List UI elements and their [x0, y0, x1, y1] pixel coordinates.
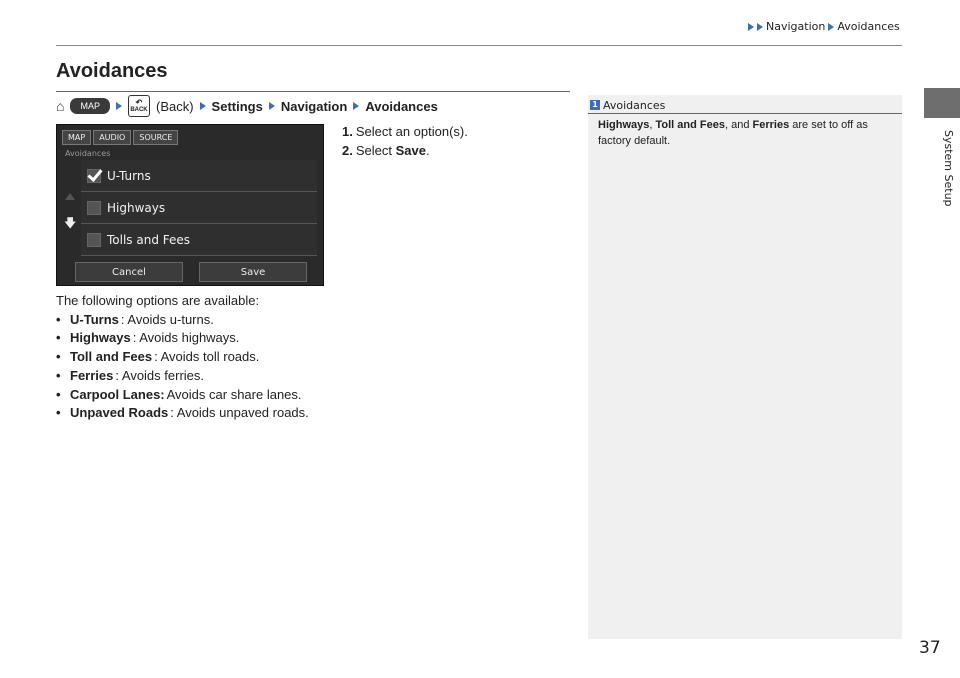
page-number: 37: [919, 638, 941, 658]
save-button[interactable]: Save: [199, 262, 307, 282]
menu-path: [56, 97, 438, 115]
cancel-button[interactable]: Cancel: [75, 262, 183, 282]
list-item: [56, 367, 309, 386]
map-button-icon: MAP: [70, 98, 110, 114]
step-number: 1.: [342, 124, 353, 139]
option-desc: : Avoids ferries.: [115, 367, 205, 383]
option-row-u-turns[interactable]: [81, 160, 317, 192]
section-tab-marker: [924, 88, 960, 118]
options-section: [56, 292, 309, 423]
breadcrumb-arrow-icon: [757, 23, 763, 31]
path-arrow-icon: [116, 102, 122, 110]
device-tabs: [62, 130, 178, 145]
bullet-icon: •: [56, 367, 61, 383]
back-icon-text: BACK: [130, 106, 148, 113]
breadcrumb: [748, 20, 900, 33]
option-name: Ferries: [70, 367, 114, 383]
note-text: , and: [724, 119, 753, 131]
bullet-icon: •: [56, 405, 61, 421]
home-icon: ⌂: [56, 98, 65, 114]
page-title: Avoidances: [56, 60, 168, 82]
option-label: U-Turns: [107, 168, 151, 183]
list-item: [56, 311, 309, 330]
note-panel: [588, 95, 902, 639]
option-name: Highways: [70, 330, 131, 346]
option-name: Toll and Fees: [70, 349, 153, 365]
option-label: Tolls and Fees: [107, 232, 191, 247]
option-row-highways[interactable]: [81, 192, 317, 224]
note-title: Avoidances: [603, 98, 666, 112]
step-item: [342, 122, 468, 141]
note-bold-toll-and-fees: Toll and Fees: [655, 119, 725, 131]
path-arrow-icon: [269, 102, 275, 110]
note-header: [588, 97, 902, 113]
bullet-icon: •: [56, 330, 61, 346]
device-screen-header: Avoidances: [65, 149, 111, 158]
step-text: Select: [355, 143, 396, 158]
step-number: 2.: [342, 143, 353, 158]
top-divider: [56, 45, 902, 46]
section-label: System Setup: [942, 130, 955, 207]
option-desc: : Avoids u-turns.: [120, 311, 214, 327]
step-text: Select an option(s).: [355, 124, 468, 139]
step-text-end: .: [425, 143, 430, 158]
note-bold-ferries: Ferries: [752, 119, 790, 131]
note-bold-highways: Highways: [598, 119, 650, 131]
path-settings: Settings: [211, 98, 263, 114]
breadcrumb-arrow-icon: [748, 23, 754, 31]
bullet-icon: •: [56, 386, 61, 402]
option-name: U-Turns: [70, 311, 119, 327]
list-item: [56, 386, 309, 405]
option-desc: : Avoids highways.: [132, 330, 240, 346]
checkbox-unchecked-icon[interactable]: [87, 201, 101, 215]
note-text: are set to off as factory default.: [598, 119, 868, 147]
breadcrumb-arrow-icon: [828, 23, 834, 31]
option-name: Carpool Lanes:: [70, 386, 165, 402]
option-desc: : Avoids toll roads.: [154, 349, 260, 365]
device-footer: [75, 262, 307, 282]
option-desc: Avoids car share lanes.: [166, 386, 302, 402]
list-item: [56, 329, 309, 348]
scroll-up-icon[interactable]: [65, 193, 75, 200]
note-body: [598, 117, 888, 149]
option-desc: : Avoids unpaved roads.: [170, 405, 309, 421]
step-list: [342, 122, 468, 160]
path-arrow-icon: [353, 102, 359, 110]
note-marker-icon: 1: [590, 100, 600, 110]
path-arrow-icon: [200, 102, 206, 110]
option-name: Unpaved Roads: [70, 405, 169, 421]
device-tab-audio[interactable]: AUDIO: [93, 130, 131, 145]
checkbox-checked-icon[interactable]: [87, 169, 101, 183]
path-avoidances: Avoidances: [365, 98, 438, 114]
title-divider: [56, 91, 570, 92]
option-label: Highways: [107, 200, 166, 215]
scroll-down-icon[interactable]: 🡇: [64, 216, 77, 230]
options-intro: The following options are available:: [56, 293, 260, 308]
option-row-tolls-and-fees[interactable]: [81, 224, 317, 256]
checkbox-unchecked-icon[interactable]: [87, 233, 101, 247]
back-button-icon: ↶ BACK: [128, 95, 150, 117]
device-tab-map[interactable]: MAP: [62, 130, 91, 145]
list-item: [56, 404, 309, 423]
bullet-icon: •: [56, 311, 61, 327]
device-screen: [56, 124, 324, 286]
step-item: [342, 141, 468, 160]
list-item: [56, 348, 309, 367]
path-navigation: Navigation: [280, 98, 348, 114]
device-option-list: [81, 160, 317, 256]
breadcrumb-item-navigation[interactable]: Navigation: [766, 20, 826, 33]
bullet-icon: •: [56, 349, 61, 365]
breadcrumb-item-avoidances[interactable]: Avoidances: [837, 20, 900, 33]
note-text: ,: [649, 119, 656, 131]
step-bold-text: Save: [395, 143, 426, 158]
device-tab-source[interactable]: SOURCE: [133, 130, 178, 145]
back-label: (Back): [155, 98, 194, 114]
note-divider: [588, 113, 902, 114]
